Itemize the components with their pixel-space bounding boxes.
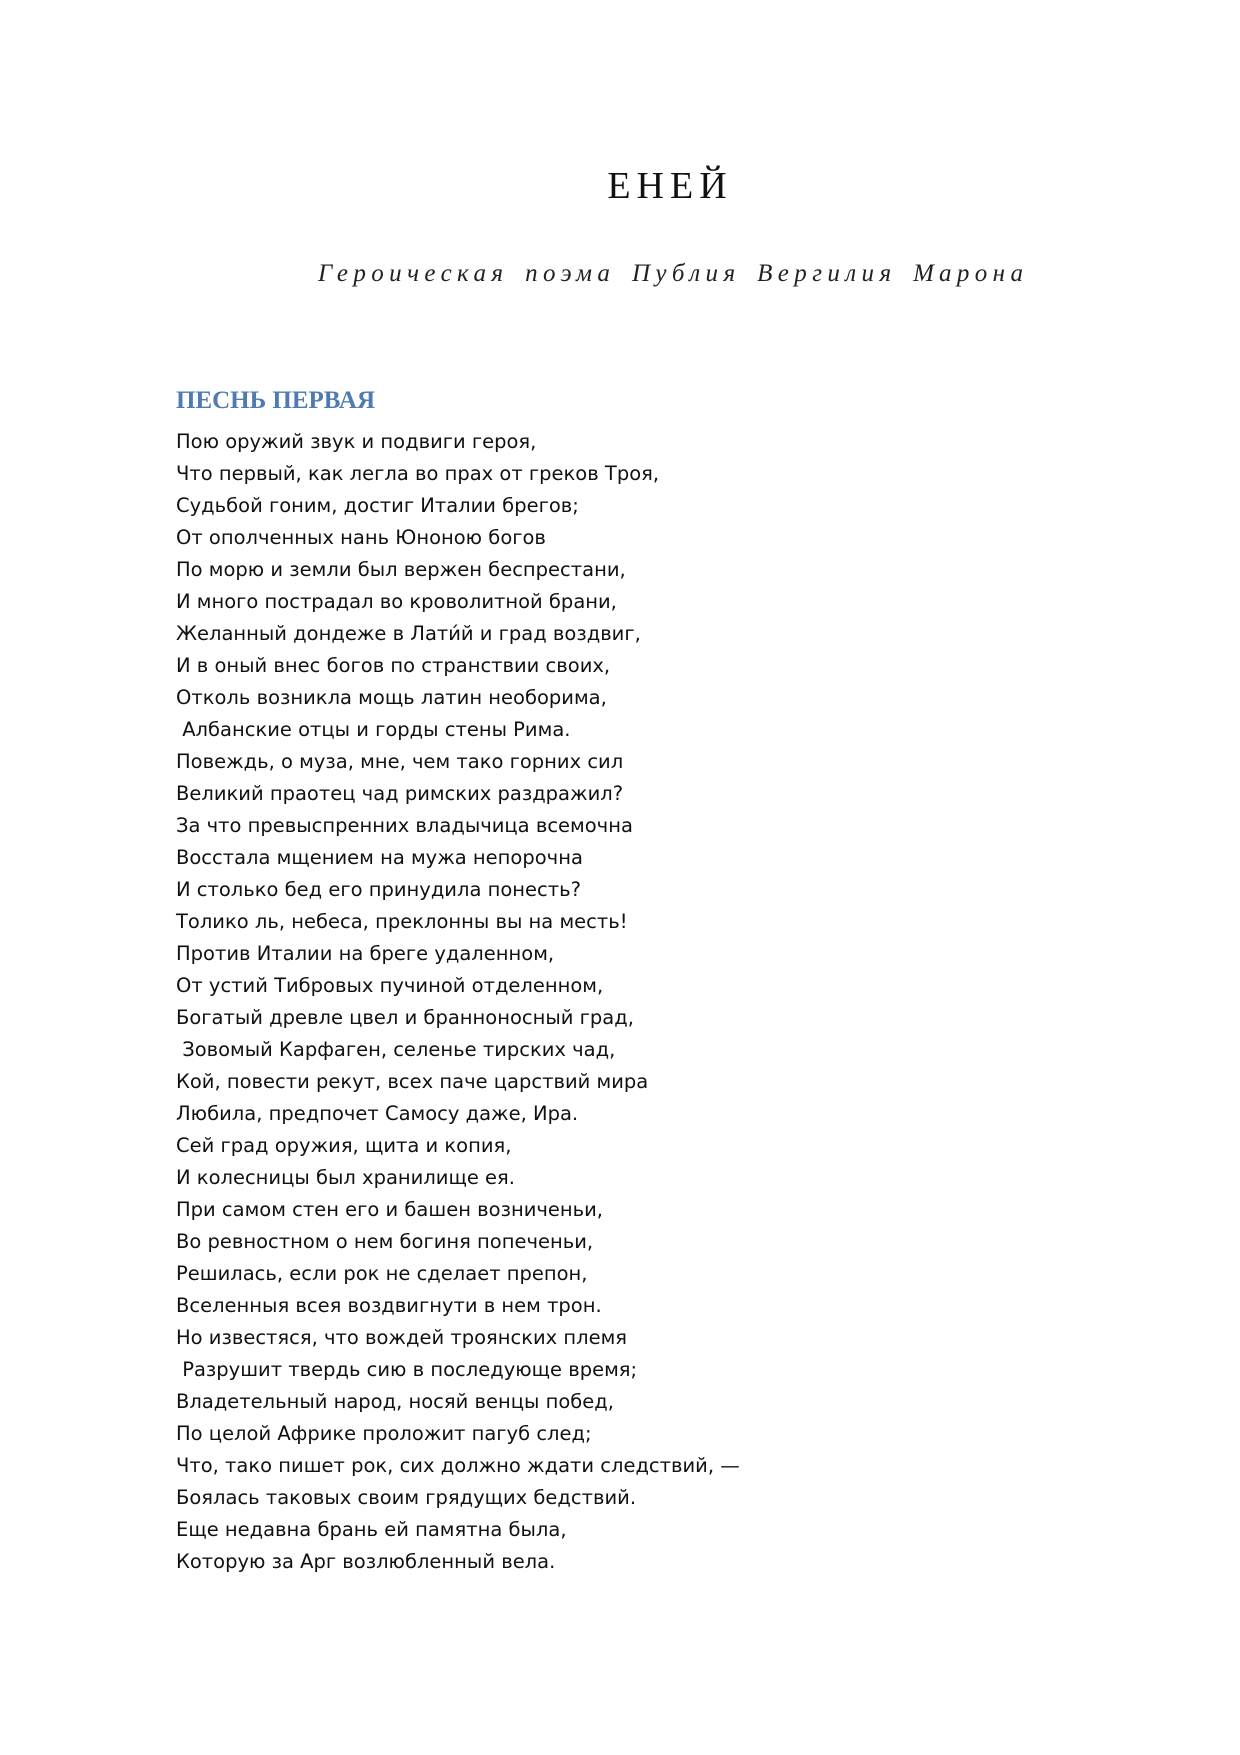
verse-line: Отколь возникла мощь латин необорима,: [176, 686, 607, 709]
verse-line: Владетельный народ, носяй венцы побед,: [176, 1390, 614, 1413]
verse-line: Зовомый Карфаген, селенье тирских чад,: [176, 1038, 616, 1061]
verse-line: За что превыспренних владычица всемочна: [176, 814, 633, 837]
verse-line: Что первый, как легла во прах от греков Троя,: [176, 462, 660, 485]
verse-line: Великий праотец чад римских раздражил?: [176, 782, 624, 805]
verse-line: И колесницы был хранилище ея.: [176, 1166, 515, 1189]
verse-line: И столько бед его принудила понесть?: [176, 878, 581, 901]
page-subtitle: Героическая поэма Публия Вергилия Марона: [318, 260, 1029, 287]
verse-line: По целой Африке проложит пагуб след;: [176, 1422, 592, 1445]
verse-line: Богатый древле цвел и бранноносный град,: [176, 1006, 634, 1029]
verse-line: Повеждь, о муза, мне, чем тако горних сил: [176, 750, 624, 773]
verse-line: Судьбой гоним, достиг Италии брегов;: [176, 494, 579, 517]
verse-line: От устий Тибровых пучиной отделенном,: [176, 974, 604, 997]
verse-line: Против Италии на бреге удаленном,: [176, 942, 555, 965]
verse-line: И много пострадал во кроволитной брани,: [176, 590, 617, 613]
verse-line: Которую за Арг возлюбленный вела.: [176, 1550, 556, 1573]
verse-line: Вселенныя всея воздвигнути в нем трон.: [176, 1294, 602, 1317]
verse-block: [176, 426, 740, 1578]
verse-line: Еще недавна брань ей памятна была,: [176, 1518, 567, 1541]
verse-line: Сей град оружия, щита и копия,: [176, 1134, 512, 1157]
verse-line: Пою оружий звук и подвиги героя,: [176, 430, 537, 453]
verse-line: Разрушит твердь сию в последующе время;: [176, 1358, 638, 1381]
verse-line: Толико ль, небеса, преклонны вы на месть!: [176, 910, 628, 933]
verse-line: И в оный внес богов по странствии своих,: [176, 654, 611, 677]
verse-line: Кой, повести рекут, всех паче царствий мира: [176, 1070, 649, 1093]
verse-line: При самом стен его и башен возниченьи,: [176, 1198, 604, 1221]
verse-line: Боялась таковых своим грядущих бедствий.: [176, 1486, 637, 1509]
verse-line: Что, тако пишет рок, сих должно ждати следствий, —: [176, 1454, 740, 1477]
verse-line: Но известяся, что вождей троянских племя: [176, 1326, 628, 1349]
verse-line: От ополченных нань Юноною богов: [176, 526, 546, 549]
verse-line: Албанские отцы и горды стены Рима.: [176, 718, 571, 741]
verse-line: Во ревностном о нем богиня попеченьи,: [176, 1230, 594, 1253]
verse-line: Желанный дондеже в Лати́й и град воздвиг,: [176, 622, 641, 645]
section-heading: ПЕСНЬ ПЕРВАЯ: [176, 387, 375, 414]
verse-line: Восстала мщением на мужа непорочна: [176, 846, 583, 869]
page-title: ЕНЕЙ: [607, 165, 733, 207]
verse-line: Решилась, если рок не сделает препон,: [176, 1262, 588, 1285]
verse-line: Любила, предпочет Самосу даже, Ира.: [176, 1102, 579, 1125]
verse-line: По морю и земли был вержен беспрестани,: [176, 558, 626, 581]
